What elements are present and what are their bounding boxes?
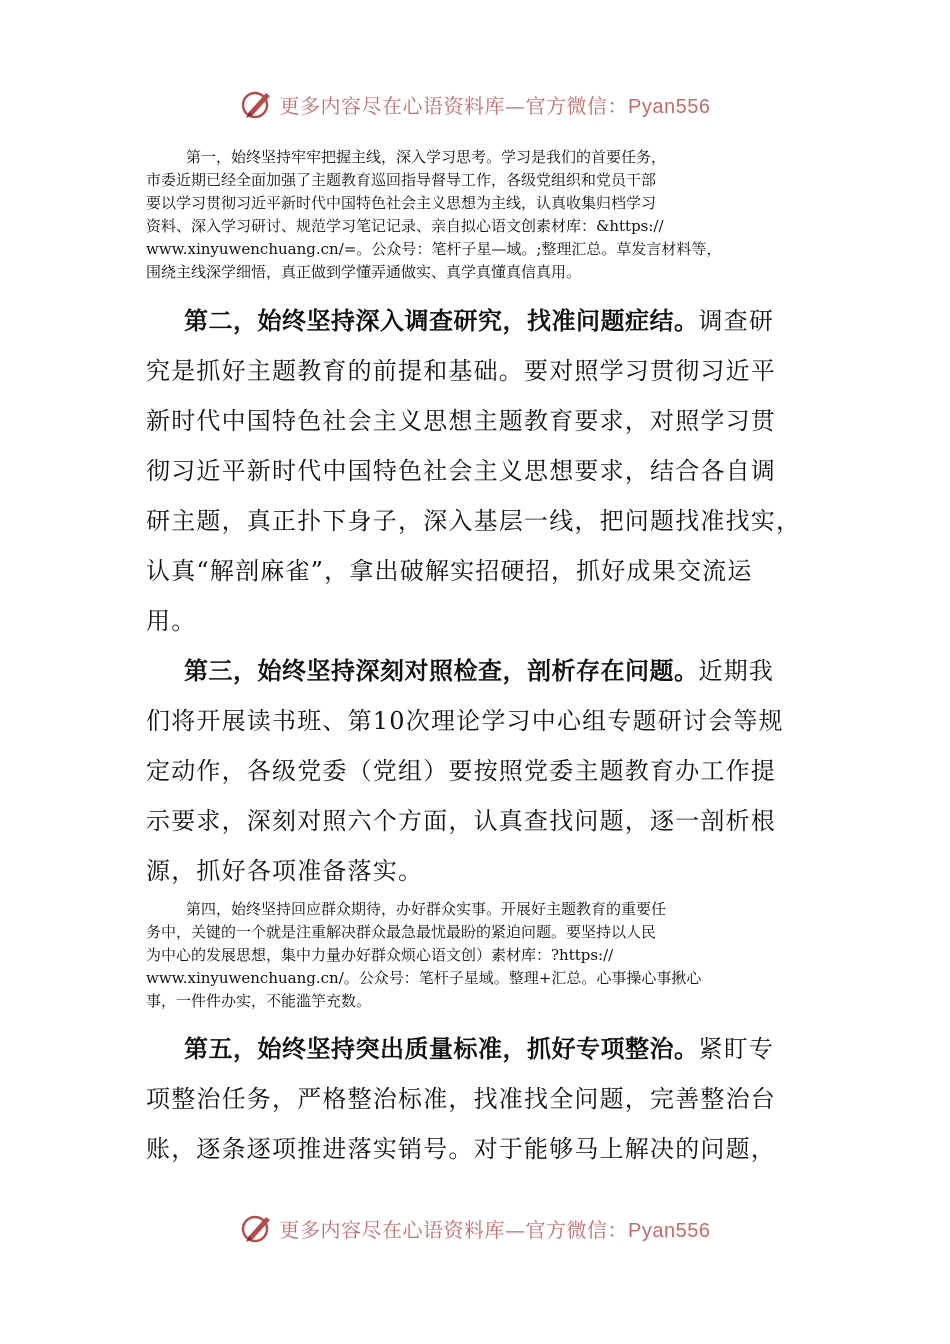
para3-line: 定动作，各级党委（党组）要按照党委主题教育办工作提 xyxy=(146,757,776,785)
para2-line: 彻习近平新时代中国特色社会主义思想要求，结合各自调 xyxy=(146,457,776,485)
para5-line: 项整治任务，严格整治标准，找准找全问题，完善整治台 xyxy=(146,1085,776,1113)
para1-line: www.xinyuwenchuang.cn/=。公众号：笔杆子星—域。;整理汇总。草发言材料等， xyxy=(146,240,722,258)
pen-logo-icon xyxy=(240,1211,274,1245)
para3-line: 源，抓好各项准备落实。 xyxy=(146,857,424,885)
para4-line: 事，一件件办实，不能滥竽充数。 xyxy=(146,992,372,1010)
para2-line: 调查研 xyxy=(698,307,775,335)
para4-line: www.xinyuwenchuang.cn/。公众号：笔杆子星域。整理+汇总。心事操心事揪心 xyxy=(146,969,702,987)
para1-line: 第一，始终坚持牢牢把握主线，深入学习思考。学习是我们的首要任务， xyxy=(186,148,667,166)
para2-line: 用。 xyxy=(146,607,197,635)
para3-line: 们将开展读书班、第10次理论学习中心组专题研讨会等规 xyxy=(146,707,784,735)
para2-line: 认真“解剖麻雀”，拿出破解实招硬招，抓好成果交流运 xyxy=(146,557,753,585)
banner-text: 更多内容尽在心语资料库—官方微信：Pyan556 xyxy=(279,1217,711,1242)
para4-line: 第四，始终坚持回应群众期待，办好群众实事。开展好主题教育的重要任 xyxy=(186,900,667,918)
para5-line: 紧盯专 xyxy=(698,1035,775,1063)
header-banner xyxy=(0,84,950,124)
paragraph-4 xyxy=(146,898,806,1013)
wechat-id: Pyan556 xyxy=(628,1219,711,1242)
paragraph-3 xyxy=(146,646,806,896)
banner-text: 更多内容尽在心语资料库—官方微信：Pyan556 xyxy=(279,93,711,118)
paragraph-5 xyxy=(146,1024,806,1174)
paragraph-1 xyxy=(146,146,806,284)
para2-heading: 第二，始终坚持深入调查研究，找准问题症结。 xyxy=(184,306,699,335)
para5-line: 账，逐条逐项推进落实销号。对于能够马上解决的问题， xyxy=(146,1135,776,1163)
wechat-id: Pyan556 xyxy=(628,95,711,118)
para3-line: 近期我 xyxy=(698,657,775,685)
para4-line: 为中心的发展思想，集中力量办好群众烦心语文创）素材库：?https:// xyxy=(146,946,614,964)
para2-line: 研主题，真正扑下身子，深入基层一线，把问题找准找实， xyxy=(146,507,802,535)
para3-heading: 第三，始终坚持深刻对照检查，剖析存在问题。 xyxy=(184,656,699,685)
footer-banner xyxy=(0,1208,950,1248)
paragraph-2 xyxy=(146,296,806,646)
para1-line: 要以学习贯彻习近平新时代中国特色社会主义思想为主线，认真收集归档学习 xyxy=(146,194,657,212)
para5-heading: 第五，始终坚持突出质量标准，抓好专项整治。 xyxy=(184,1034,699,1063)
pen-logo-icon xyxy=(240,87,274,121)
para2-line: 新时代中国特色社会主义思想主题教育要求，对照学习贯 xyxy=(146,407,776,435)
para1-line: 围绕主线深学细悟，真正做到学懂弄通做实、真学真懂真信真用。 xyxy=(146,263,582,281)
para2-line: 究是抓好主题教育的前提和基础。要对照学习贯彻习近平 xyxy=(146,357,776,385)
para1-line: 市委近期已经全面加强了主题教育巡回指导督导工作，各级党组织和党员干部 xyxy=(146,171,657,189)
para3-line: 示要求，深刻对照六个方面，认真查找问题，逐一剖析根 xyxy=(146,807,776,835)
para4-line: 务中，关键的一个就是注重解决群众最急最忧最盼的紧迫问题。要坚持以人民 xyxy=(146,923,657,941)
para1-line: 资料、深入学习研讨、规范学习笔记记录、亲自拟心语文创素材库：&https:// xyxy=(146,217,664,235)
